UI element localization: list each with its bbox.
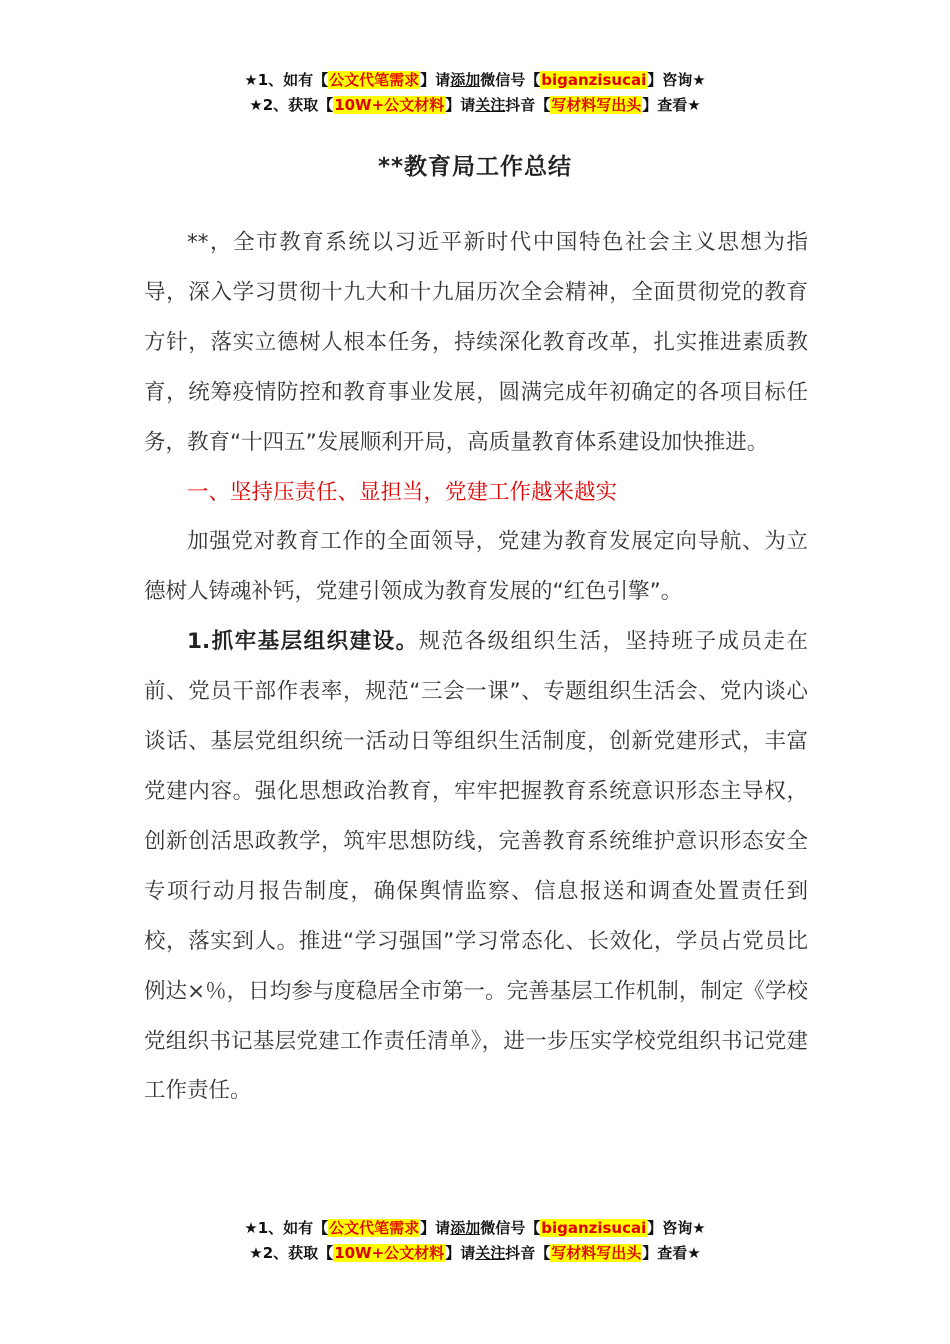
banner-text: 微信号【 [480,71,541,89]
banner-highlight: 10W+公文材料 [334,1244,445,1262]
banner-highlight: 公文代笔需求 [329,1219,420,1237]
banner-line-2 [0,93,950,118]
document-title: **教育局工作总结 [377,154,573,180]
banner-line-2 [0,1241,950,1266]
banner-underline: 添加 [450,1219,481,1237]
banner-text: 微信号【 [480,1219,541,1237]
banner-text: 】请 [445,96,476,114]
header-banner [0,68,950,118]
document-body [144,218,808,1116]
item-paragraph [144,617,808,1116]
banner-text: 】请 [445,1244,476,1262]
banner-text: ★1、如有【 [244,1219,329,1237]
banner-text: 】咨询★ [647,1219,706,1237]
section-heading: 一、坚持压责任、显担当，党建工作越来越实 [187,479,618,505]
banner-underline: 关注 [475,1244,506,1262]
banner-text: ★1、如有【 [244,71,329,89]
banner-text: 】咨询★ [647,71,706,89]
banner-line-1 [0,1216,950,1241]
banner-highlight: 写材料写出头 [551,96,642,114]
banner-underline: 关注 [475,96,506,114]
banner-text: 】查看★ [642,1244,701,1262]
banner-highlight: 公文代笔需求 [329,71,420,89]
footer-banner [0,1216,950,1266]
banner-highlight: biganzisucai [541,1219,647,1237]
banner-text: 】请 [420,1219,451,1237]
banner-highlight: biganzisucai [541,71,647,89]
banner-text: 】请 [420,71,451,89]
banner-text: ★2、获取【 [249,1244,334,1262]
item-lead: 1.抓牢基层组织建设。 [187,629,419,655]
banner-text: 】查看★ [642,96,701,114]
banner-text: 抖音【 [505,1244,551,1262]
banner-highlight: 写材料写出头 [551,1244,642,1262]
banner-text: ★2、获取【 [249,96,334,114]
item-body: 规范各级组织生活，坚持班子成员走在前、党员干部作表率，规范“三会一课”、专题组织生活会、党内谈心谈话、基层党组织统一活动日等组织生活制度，创新党建形式，丰富党建内容。强化思想政治教育，牢牢把握教育系统意识形态主导权，创新创活思政教学，筑牢思想防线，完善教育系统维护意识形态安全专项行动月报告制度，确保舆情监察、信息报送和调查处置责任到校，落实到人。推进“学习强国”学习常态化、长效化，学员占党员比例达×％，日均参与度稳居全市第一。完善基层工作机制，制定《学校党组织书记基层党建工作责任清单》，进一步压实学校党组织书记党建工作责任。 [144,629,808,1104]
banner-highlight: 10W+公文材料 [334,96,445,114]
banner-line-1 [0,68,950,93]
intro-paragraph: **，全市教育系统以习近平新时代中国特色社会主义思想为指导，深入学习贯彻十九大和十九届历次全会精神，全面贯彻党的教育方针，落实立德树人根本任务，持续深化教育改革，扎实推进素质教育，统筹疫情防控和教育事业发展，圆满完成年初确定的各项目标任务，教育“十四五”发展顺利开局，高质量教育体系建设加快推进。 [144,230,808,455]
section-paragraph: 加强党对教育工作的全面领导，党建为教育发展定向导航、为立德树人铸魂补钙，党建引领成为教育发展的“红色引擎”。 [144,529,808,605]
banner-underline: 添加 [450,71,481,89]
banner-text: 抖音【 [505,96,551,114]
